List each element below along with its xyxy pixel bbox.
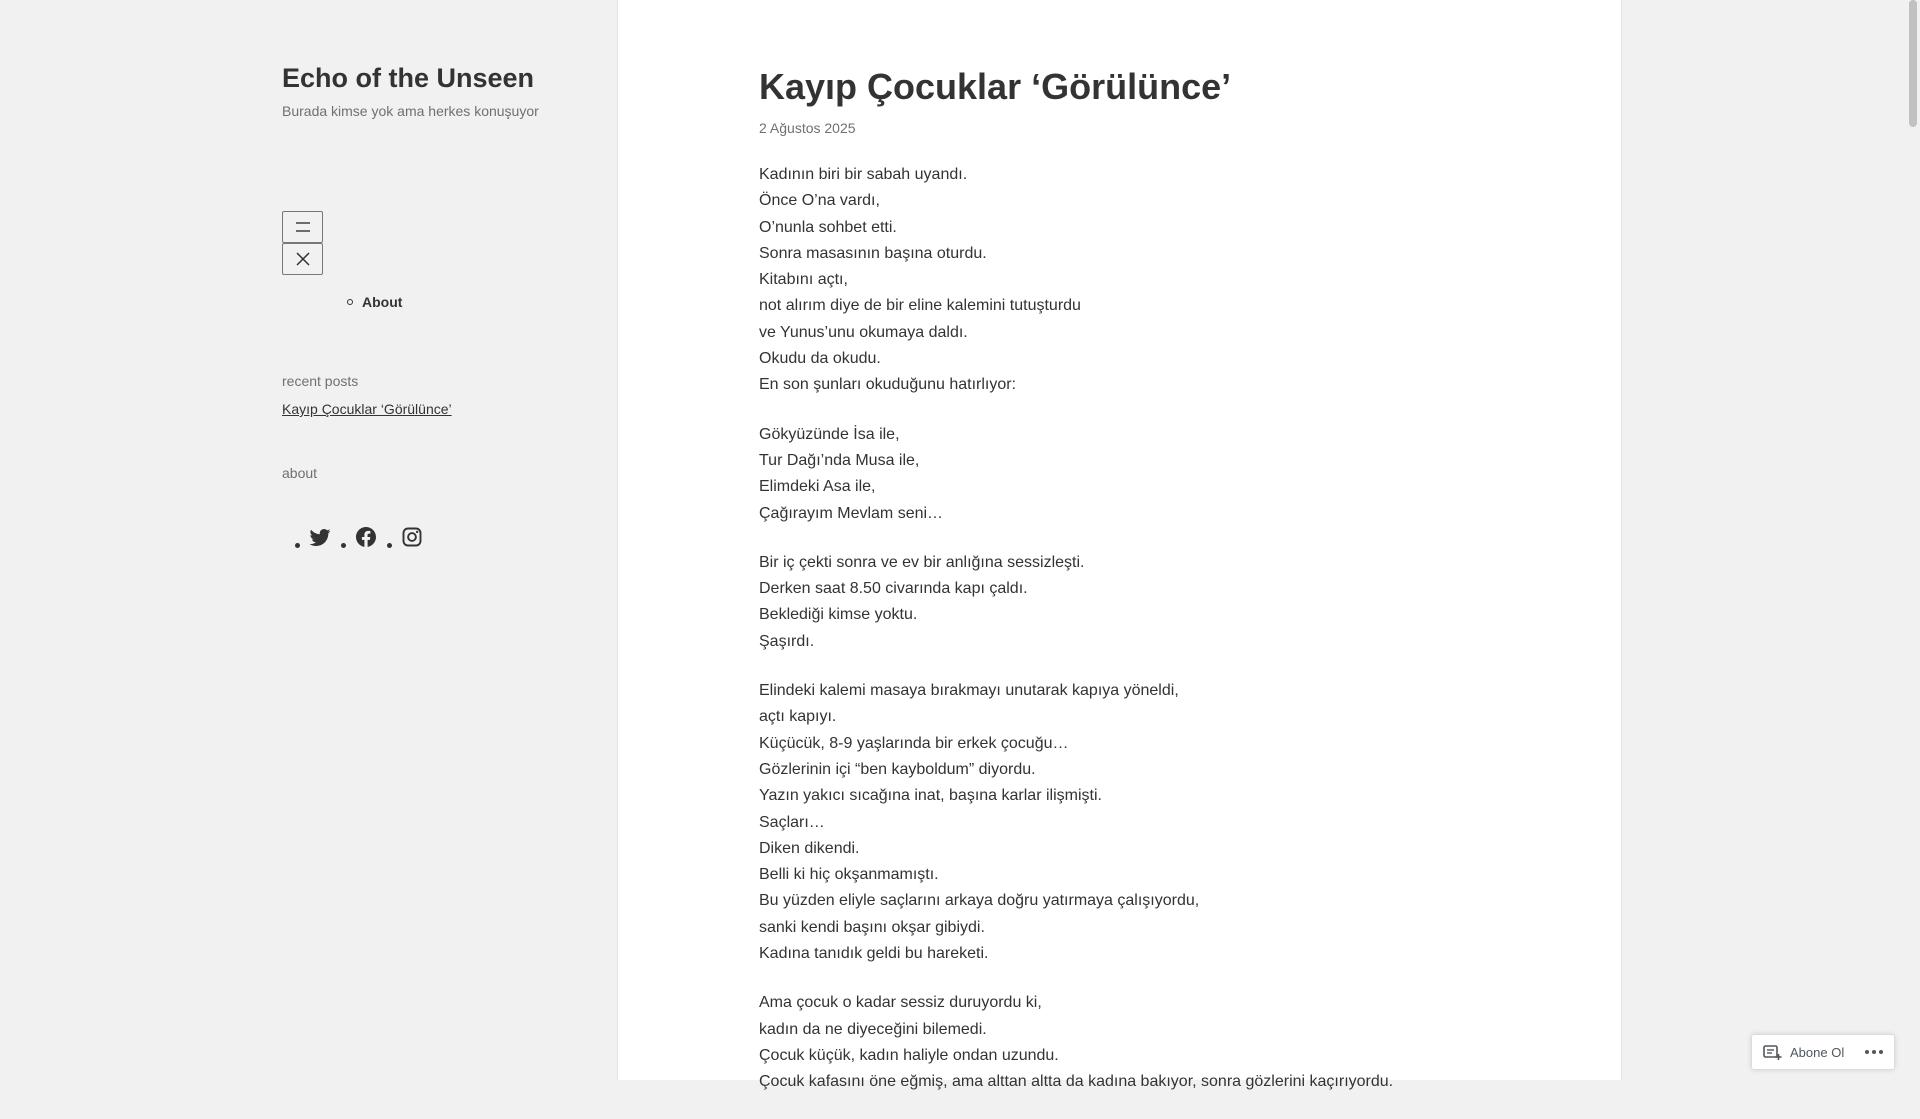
follow-label: Abone Ol: [1790, 1044, 1845, 1060]
post-line: Şaşırdı.: [759, 632, 815, 650]
nav-item-about[interactable]: About: [362, 294, 403, 310]
twitter-icon: [308, 525, 332, 549]
post-line: Yazın yakıcı sıcağına inat, başına karlar ilişmişti.: [759, 787, 1102, 805]
menu-icon: [293, 217, 313, 237]
post-body: [759, 162, 1479, 1119]
post-line: Çocuk kafasını öne eğmiş, ama alttan altta da kadına bakıyor, sonra gözlerini kaçırıyordu.: [759, 1073, 1394, 1091]
post-line: Küçücük, 8-9 yaşlarında bir erkek çocuğu…: [759, 734, 1069, 752]
more-options-button[interactable]: [1864, 1049, 1884, 1055]
about-widget-title: about: [282, 465, 318, 481]
post-line: Çocuk küçük, kadın haliyle ondan uzundu.: [759, 1046, 1059, 1064]
post-line: Elindeki kalemi masaya bırakmayı unutarak kapıya yöneldi,: [759, 682, 1179, 700]
instagram-icon: [400, 525, 424, 549]
close-icon: [293, 249, 313, 269]
post-stanza: [759, 550, 1479, 655]
post-line: açtı kapıyı.: [759, 708, 837, 726]
site-title[interactable]: Echo of the Unseen: [282, 63, 535, 93]
follow-bar: [1751, 1034, 1895, 1070]
menu-close-button[interactable]: [282, 243, 323, 275]
primary-menu: [282, 292, 402, 312]
post-title: Kayıp Çocuklar ‘Görülünce’: [759, 66, 1232, 107]
post-line: Bir iç çekti sonra ve ev bir anlığına sessizleşti.: [759, 553, 1085, 571]
post-line: Ama çocuk o kadar sessiz duruyordu ki,: [759, 994, 1042, 1012]
twitter-link[interactable]: [308, 525, 332, 549]
instagram-link[interactable]: [400, 525, 424, 549]
post-line: O’nunla sohbet etti.: [759, 218, 897, 236]
post-line: Çağırayım Mevlam seni…: [759, 504, 944, 522]
facebook-icon: [354, 525, 378, 549]
post-line: Önce O’na vardı,: [759, 192, 880, 210]
scrollbar-thumb[interactable]: [1909, 0, 1917, 127]
post-line: Elimdeki Asa ile,: [759, 478, 876, 496]
post-line: kadın da ne diyeceğini bilemedi.: [759, 1020, 987, 1038]
post-stanza: [759, 678, 1479, 967]
post-line: sanki kendi başını okşar gibiydi.: [759, 918, 985, 936]
post-date[interactable]: 2 Ağustos 2025: [759, 120, 856, 136]
post-line: Tur Dağı’nda Musa ile,: [759, 451, 920, 469]
post-line: Beklediği kimse yoktu.: [759, 606, 918, 624]
main-content: [618, 0, 1622, 1091]
post-stanza: [759, 162, 1479, 399]
more-icon: [1864, 1049, 1884, 1055]
post-line: Derken saat 8.50 civarında kapı çaldı.: [759, 580, 1028, 598]
post-line: Sonra masasının başına oturdu.: [759, 244, 987, 262]
social-links: [282, 525, 424, 549]
post-stanza: [759, 422, 1479, 527]
post-line: Kadına tanıdık geldi bu hareketi.: [759, 945, 989, 963]
sidebar: [0, 0, 618, 1080]
post-line: Belli ki hiç okşanmamıştı.: [759, 866, 939, 884]
facebook-link[interactable]: [354, 525, 378, 549]
follow-button[interactable]: [1762, 1042, 1844, 1062]
post-line: not alırım diye de bir eline kalemini tutuşturdu: [759, 297, 1081, 315]
vertical-scrollbar[interactable]: [1905, 0, 1920, 1080]
recent-post-link[interactable]: Kayıp Çocuklar ‘Görülünce’: [282, 401, 452, 417]
post-line: En son şunları okuduğunu hatırlıyor:: [759, 376, 1017, 394]
post-line: ve Yunus’unu okumaya daldı.: [759, 323, 968, 341]
site-description: Burada kimse yok ama herkes konuşuyor: [282, 103, 539, 119]
recent-posts-title: recent posts: [282, 373, 359, 389]
post-line: Okudu da okudu.: [759, 350, 881, 368]
menu-toggle-button[interactable]: [282, 211, 323, 243]
post-line: Diken dikendi.: [759, 839, 860, 857]
post-line: Saçları…: [759, 813, 825, 831]
post-line: Kadının biri bir sabah uyandı.: [759, 166, 968, 183]
post-line: Kitabını açtı,: [759, 271, 848, 289]
post-line: Bu yüzden eliyle saçlarını arkaya doğru yatırmaya çalışıyordu,: [759, 892, 1200, 910]
post-line: Gökyüzünde İsa ile,: [759, 425, 900, 443]
post-line: Gözlerinin içi “ben kayboldum” diyordu.: [759, 760, 1036, 778]
reader-follow-icon: [1762, 1042, 1782, 1062]
